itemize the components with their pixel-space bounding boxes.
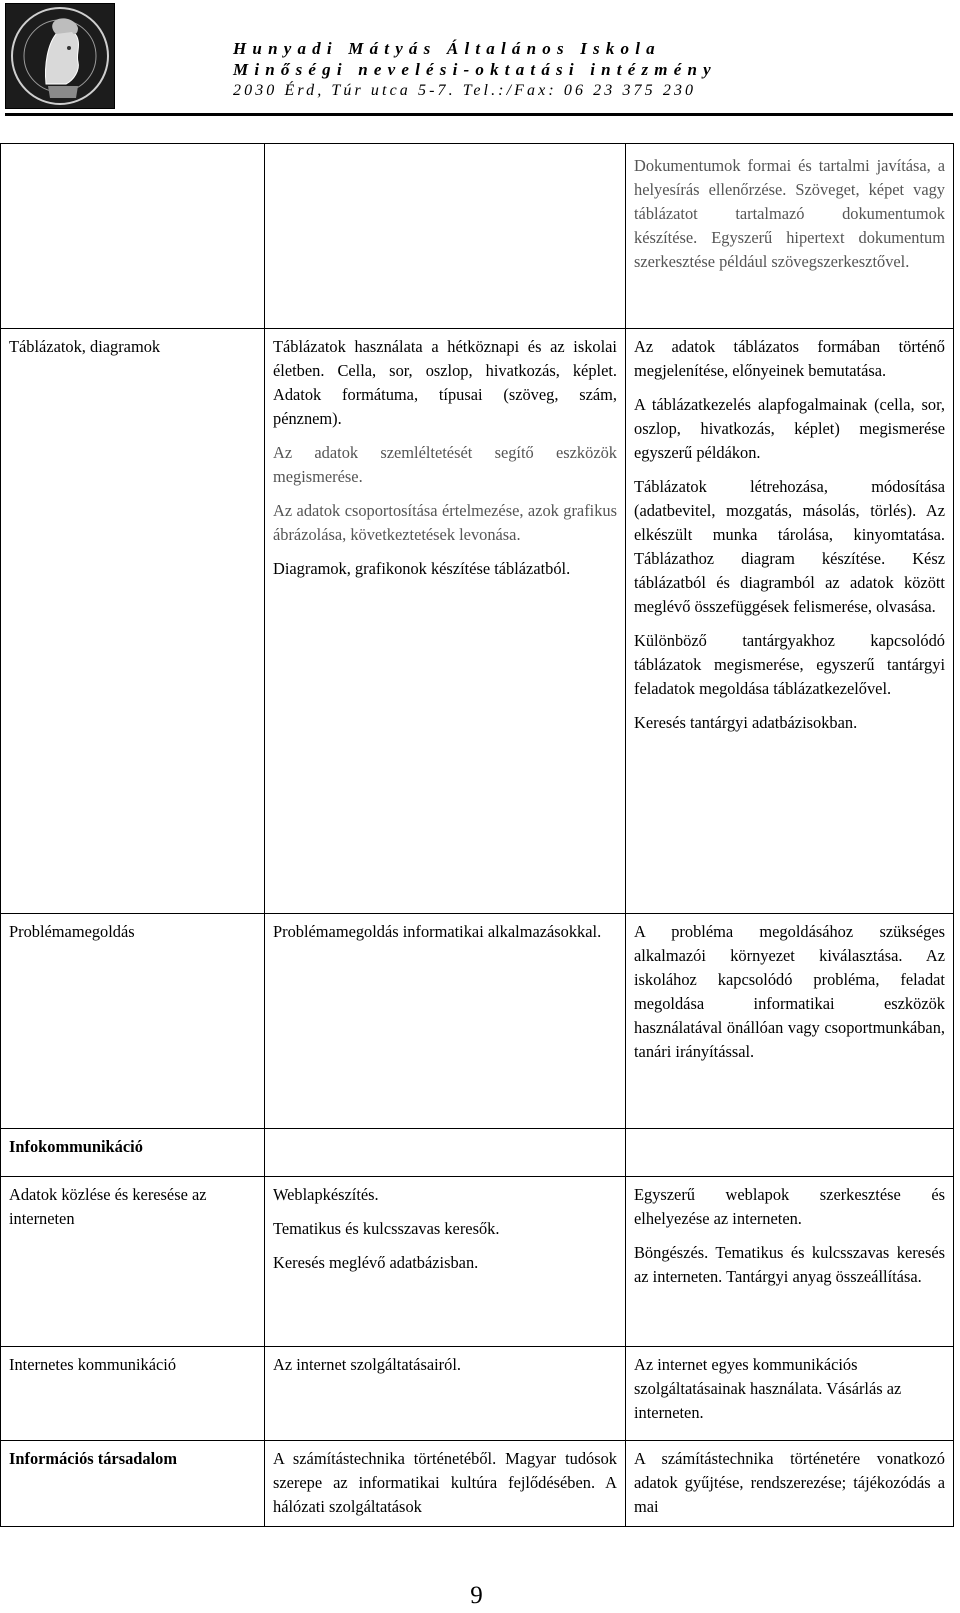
content-paragraph: Az adatok csoportosítása értelmezése, azok grafikus ábrázolása, következtetések levonása. bbox=[273, 501, 617, 544]
topic-cell: Adatok közlése és keresése az interneten bbox=[1, 1177, 265, 1347]
content-cell: Az internet szolgáltatásairól. bbox=[265, 1347, 626, 1441]
topic-cell: Internetes kommunikáció bbox=[1, 1347, 265, 1441]
topic-cell bbox=[1, 144, 265, 329]
activity-cell bbox=[626, 329, 954, 914]
topic-cell: Táblázatok, diagramok bbox=[1, 329, 265, 914]
table-row bbox=[1, 1177, 954, 1347]
table-row bbox=[1, 329, 954, 914]
school-address: 2030 Érd, Túr utca 5-7. Tel.:/Fax: 06 23 375 230 bbox=[233, 82, 697, 99]
activity-paragraph: Táblázatok létrehozása, módosítása (adatbevitel, mozgatás, másolás, törlés). Az elkészült munka tárolása, kinyomtatása. Táblázathoz diagram készítése. Kész táblázatból és diagramból az adatok között meglévő összefüggések felismerése, olvasása. bbox=[634, 477, 945, 616]
section-heading: Infokommunikáció bbox=[1, 1129, 265, 1177]
content-cell: A számítástechnika történetéből. Magyar tudósok szerepe az informatikai kultúra fejlődésében. A hálózati szolgáltatások bbox=[265, 1441, 626, 1527]
activity-cell: A számítástechnika történetére vonatkozó adatok gyűjtése, rendszerezése; tájékozódás a mai bbox=[626, 1441, 954, 1527]
header-divider bbox=[5, 113, 953, 116]
activity-paragraph: Böngészés. Tematikus és kulcsszavas keresés az interneten. Tantárgyi anyag összeállítása. bbox=[634, 1243, 945, 1286]
activity-cell bbox=[626, 1129, 954, 1177]
content-paragraph: Diagramok, grafikonok készítése táblázatból. bbox=[273, 559, 571, 578]
content-cell bbox=[265, 144, 626, 329]
activity-paragraph: A táblázatkezelés alapfogalmainak (cella, sor, oszlop, hivatkozás, képlet) megismerése egyszerű példákon. bbox=[634, 395, 945, 462]
table-row bbox=[1, 1347, 954, 1441]
topic-cell: Problémamegoldás bbox=[1, 914, 265, 1129]
table-row bbox=[1, 914, 954, 1129]
activity-paragraph: Keresés tantárgyi adatbázisokban. bbox=[634, 713, 858, 732]
page-header bbox=[0, 0, 960, 118]
content-cell bbox=[265, 1177, 626, 1347]
activity-paragraph: Különböző tantárgyakhoz kapcsolódó táblázatok megismerése, egyszerű tantárgyi feladatok megoldása táblázatkezelővel. bbox=[634, 631, 945, 698]
institution-info bbox=[233, 38, 717, 101]
content-cell bbox=[265, 329, 626, 914]
table-row bbox=[1, 1129, 954, 1177]
table-row bbox=[1, 1441, 954, 1527]
school-type: Minőségi nevelési-oktatási intézmény bbox=[233, 60, 717, 79]
activity-cell: Az internet egyes kommunikációs szolgáltatásainak használata. Vásárlás az interneten. bbox=[626, 1347, 954, 1441]
table-row bbox=[1, 144, 954, 329]
content-cell: Problémamegoldás informatikai alkalmazásokkal. bbox=[265, 914, 626, 1129]
school-seal-icon bbox=[5, 3, 115, 109]
school-seal-graphic bbox=[6, 4, 114, 108]
content-paragraph: Tematikus és kulcsszavas keresők. bbox=[273, 1219, 500, 1238]
activity-paragraph: Az adatok táblázatos formában történő megjelenítése, előnyeinek bemutatása. bbox=[634, 337, 945, 380]
page-number: 9 bbox=[470, 1582, 483, 1609]
activity-cell: A probléma megoldásához szükséges alkalmazói környezet kiválasztása. Az iskolához kapcsolódó probléma, feladat megoldása informatikai eszközök használatával önállóan vagy csoportmunkában, tanári irányítással. bbox=[626, 914, 954, 1129]
content-paragraph: Keresés meglévő adatbázisban. bbox=[273, 1253, 479, 1272]
content-paragraph: Az adatok szemléltetését segítő eszközök megismerése. bbox=[273, 443, 617, 486]
content-paragraph: Táblázatok használata a hétköznapi és az iskolai életben. Cella, sor, oszlop, hivatkozás, képlet. Adatok formátuma, típusai (szöveg, szám, pénznem). bbox=[273, 337, 617, 428]
curriculum-table bbox=[0, 143, 954, 1527]
activity-cell: Dokumentumok formai és tartalmi javítása, a helyesírás ellenőrzése. Szöveget, képet vagy táblázatot tartalmazó dokumentumok készítése. Egyszerű hipertext dokumentum szerkesztése például szövegszerkesztővel. bbox=[626, 144, 954, 329]
school-name: Hunyadi Mátyás Általános Iskola bbox=[233, 39, 661, 58]
content-paragraph: Weblapkészítés. bbox=[273, 1185, 379, 1204]
activity-cell bbox=[626, 1177, 954, 1347]
topic-cell: Információs társadalom bbox=[1, 1441, 265, 1527]
content-cell bbox=[265, 1129, 626, 1177]
activity-paragraph: Egyszerű weblapok szerkesztése és elhelyezése az interneten. bbox=[634, 1185, 945, 1228]
